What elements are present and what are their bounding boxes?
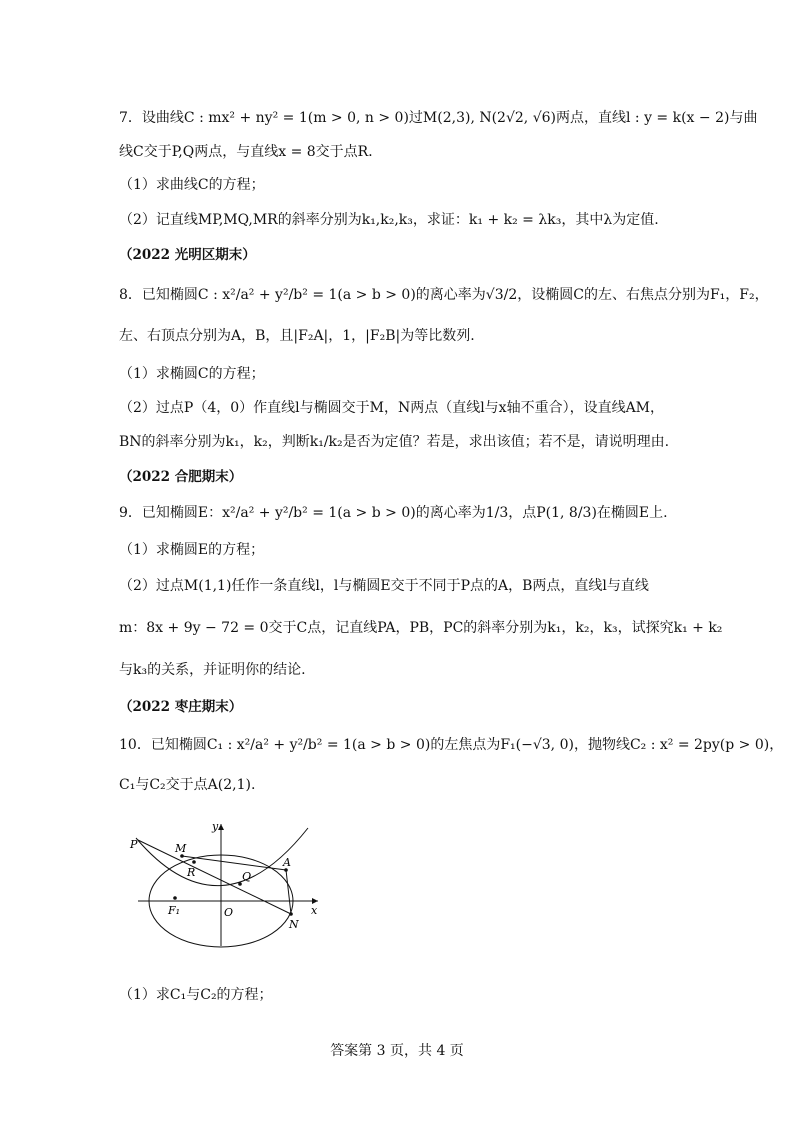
problem-10-line-1: 10．已知椭圆C₁ : x²/a² + y²/b² = 1(a > b > 0)的左焦点为F₁(−√3, 0)，抛物线C₂ : x² = 2py(p > 0)， xyxy=(119,737,784,753)
point-n xyxy=(289,912,293,916)
line-m-a xyxy=(182,856,286,870)
problem-8-part-1: （1）求椭圆C的方程； xyxy=(119,366,265,382)
problem-8-line-1: 8．已知椭圆C : x²/a² + y²/b² = 1(a > b > 0)的离心率为√3/2，设椭圆C的左、右焦点分别为F₁，F₂， xyxy=(119,287,769,303)
problem-8-part-2-line-2: BN的斜率分别为k₁，k₂，判断k₁/k₂是否为定值？若是，求出该值；若不是，请说明理由. xyxy=(119,434,670,450)
label-f1: F₁ xyxy=(168,904,181,917)
problem-7-line-1: 7．设曲线C : mx² + ny² = 1(m > 0, n > 0)过M(2,3), N(2√2, √6)两点，直线l : y = k(x − 2)与曲 xyxy=(119,110,758,126)
label-y: y xyxy=(212,820,219,833)
label-m: M xyxy=(175,842,187,855)
problem-10-line-2: C₁与C₂交于点A(2,1). xyxy=(119,777,256,793)
problem-7-line-2: 线C交于P,Q两点，与直线x = 8交于点R． xyxy=(119,144,383,160)
problem-7-part-1: （1）求曲线C的方程； xyxy=(119,177,265,193)
label-a: A xyxy=(283,856,291,869)
problem-9-part-1: （1）求椭圆E的方程； xyxy=(119,542,265,558)
label-r: R xyxy=(187,866,196,879)
page-footer: 答案第 3 页，共 4 页 xyxy=(330,1043,464,1059)
problem-9-part-2-line-1: （2）过点M(1,1)任作一条直线l，l与椭圆E交于不同于P点的A，B两点，直线l与直线 xyxy=(119,578,649,594)
line-p-n xyxy=(138,840,291,914)
problem-8-line-2: 左、右顶点分别为A，B，且|F₂A|，1，|F₂B|为等比数列. xyxy=(119,328,475,344)
problem-9-part-2-line-3: 与k₃的关系，并证明你的结论. xyxy=(119,662,306,678)
label-o: O xyxy=(224,906,234,919)
problem-10-source: （2022 枣庄期末） xyxy=(119,699,243,715)
label-x: x xyxy=(311,904,318,917)
problem-9-part-2-line-2: m：8x + 9y − 72 = 0交于C点，记直线PA，PB，PC的斜率分别为k₁，k₂，k₃，试探究k₁ + k₂ xyxy=(119,620,723,636)
problem-8-part-2-line-1: （2）过点P（4，0）作直线l与椭圆交于M，N两点（直线l与x轴不重合），设直线AM， xyxy=(119,400,665,416)
problem-7-part-2: （2）记直线MP,MQ,MR的斜率分别为k₁,k₂,k₃，求证：k₁ + k₂ = λk₃，其中λ为定值. xyxy=(119,212,659,228)
problem-10-part-1: （1）求C₁与C₂的方程； xyxy=(119,987,273,1003)
problem-9-line-1: 9．已知椭圆E：x²/a² + y²/b² = 1(a > b > 0)的离心率为1/3，点P(1, 8/3)在椭圆E上. xyxy=(119,505,668,521)
label-p: P xyxy=(130,838,138,851)
point-f1 xyxy=(173,896,177,900)
problem-8-source: （2022 光明区期末） xyxy=(119,247,256,263)
y-axis-arrow xyxy=(218,824,224,830)
ellipse-parabola-figure xyxy=(128,818,328,958)
label-q: Q xyxy=(242,870,252,883)
point-r xyxy=(192,860,196,864)
label-n: N xyxy=(289,918,299,931)
problem-9-source: （2022 合肥期末） xyxy=(119,469,243,485)
line-a-n xyxy=(286,870,291,914)
